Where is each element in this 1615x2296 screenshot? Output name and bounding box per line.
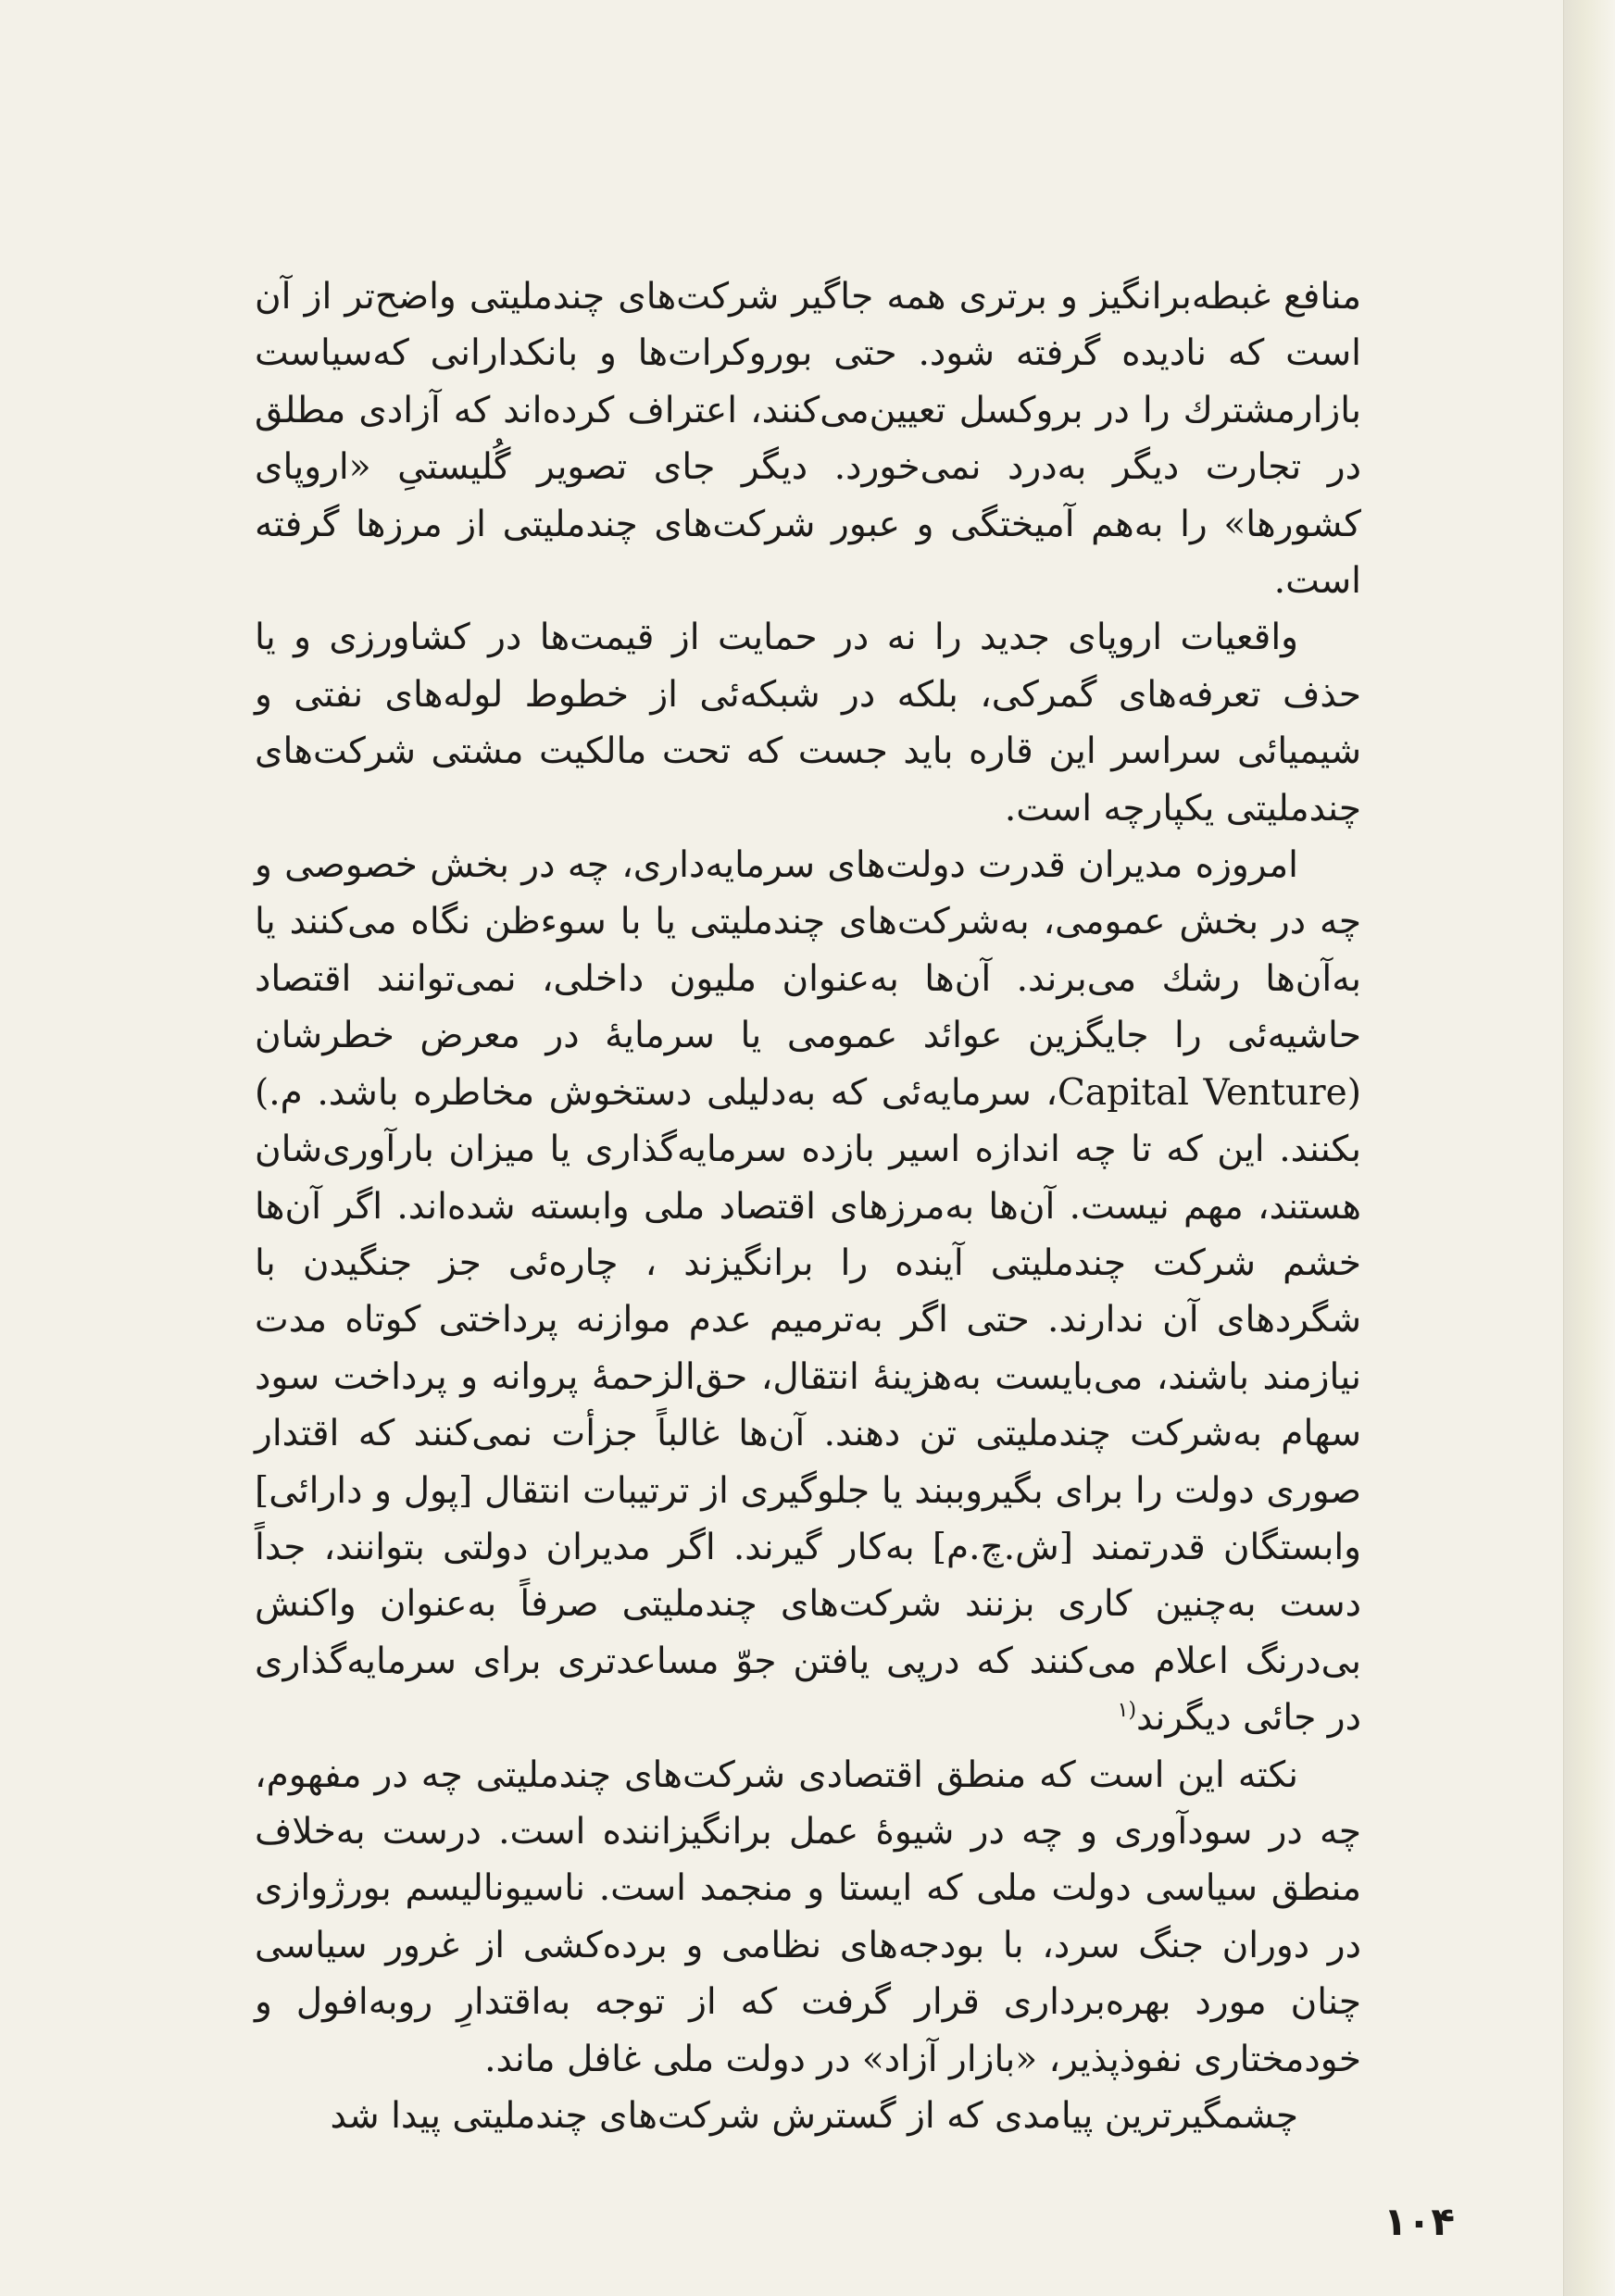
paragraph-1: منافع غبطه‌برانگیز و برتری همه جاگیر شرکت‌های چندملیتی واضح‌تر از آن است که نادیده گرفته شود. حتی بوروکرات‌ها و بانکدارانی که‌سیاست بازارمشترك را در بروکسل تعیین‌می‌کنند، اعتراف کرده‌اند که آزادی مطلق در تجارت دیگر به‌درد نمی‌خورد. دیگر جای تصویر گُلیستیِ «اروپای کشورها» را به‌هم آمیختگی و عبور شرکت‌های چندملیتی از مرزها گرفته است. [255, 276, 1361, 603]
page-number: ۱۰۴ [1383, 2199, 1455, 2244]
paragraph-5: چشمگیرترین پیامدی که از گسترش شرکت‌های چندملیتی پیدا شد [330, 2095, 1298, 2137]
footnote-marker: (۱ [1117, 1699, 1137, 1723]
paragraph-4: نکته این است که منطق اقتصادی شرکت‌های چندملیتی چه در مفهوم، چه در سودآوری و چه در شیوهٔ عمل برانگیزاننده است. درست به‌خلاف منطق سیاسی دولت ملی که ایستا و منجمد است. ناسیونالیسم بورژوازی در دوران جنگ سرد، با بودجه‌های نظامی و برده‌کشی از غرور سیاسی چنان مورد بهره‌برداری قرار گرفت که از توجه به‌اقتدارِ روبه‌افول و خودمختاری نفوذپذیر، «بازار آزاد» در دولت ملی غافل ماند. [255, 1753, 1361, 2080]
paragraph-3 [255, 837, 1361, 1747]
paragraph-3-text: امروزه مدیران قدرت دولت‌های سرمایه‌داری، چه در بخش خصوصی و چه در بخش عمومی، به‌شرکت‌های چندملیتی یا با سوءظن نگاه می‌کنند یا به‌آن‌ها رشك می‌برند. آن‌ها به‌عنوان ملیون داخلی، نمی‌توانند اقتصاد حاشیه‌ئی را جایگزین عوائد عمومی یا سرمایهٔ در معرض خطرشان (Capital Venture، سرمایه‌ئی که به‌دلیلی دستخوش مخاطره باشد. م.) بکنند. این که تا چه اندازه اسیر بازده سرمایه‌گذاری یا میزان بارآوری‌شان هستند، مهم نیست. آن‌ها به‌مرزهای اقتصاد ملی وابسته شده‌اند. اگر آن‌ها خشم شرکت چندملیتی آینده را برانگیزند ، چاره‌ئی جز جنگیدن با شگردهای آن ندارند. حتی اگر به‌ترمیم عدم موازنه پرداختی کوتاه مدت نیازمند باشند، می‌بایست به‌هزینهٔ انتقال، حق‌الزحمهٔ پروانه و پرداخت سود سهام به‌شرکت چندملیتی تن دهند. آن‌ها غالباً جزأت نمی‌کنند که اقتدار صوری دولت را برای بگیروببند یا جلوگیری از ترتیبات انتقال [پول و دارائی] وابستگان قدرتمند [ش.چ.م] به‌کار گیرند. اگر مدیران دولتی بتوانند، جداً دست به‌چنین کاری بزنند شرکت‌های چندملیتی صرفاً به‌عنوان واکنش بی‌درنگ اعلام می‌کنند که درپی یافتن جوّ مساعدتری برای سرمایه‌گذاری در جائی دیگرند [255, 844, 1361, 1740]
page-edge [1563, 0, 1615, 2296]
body-text [255, 268, 1361, 2144]
paragraph-2: واقعیات اروپای جدید را نه در حمایت از قیمت‌ها در کشاورزی و یا حذف تعرفه‌های گمرکی، بلکه در شبکه‌ئی از خطوط لوله‌های نفتی و شیمیائی سراسر این قاره باید جست که تحت مالکیت مشتی شرکت‌های چندملیتی یکپارچه است. [255, 617, 1361, 830]
